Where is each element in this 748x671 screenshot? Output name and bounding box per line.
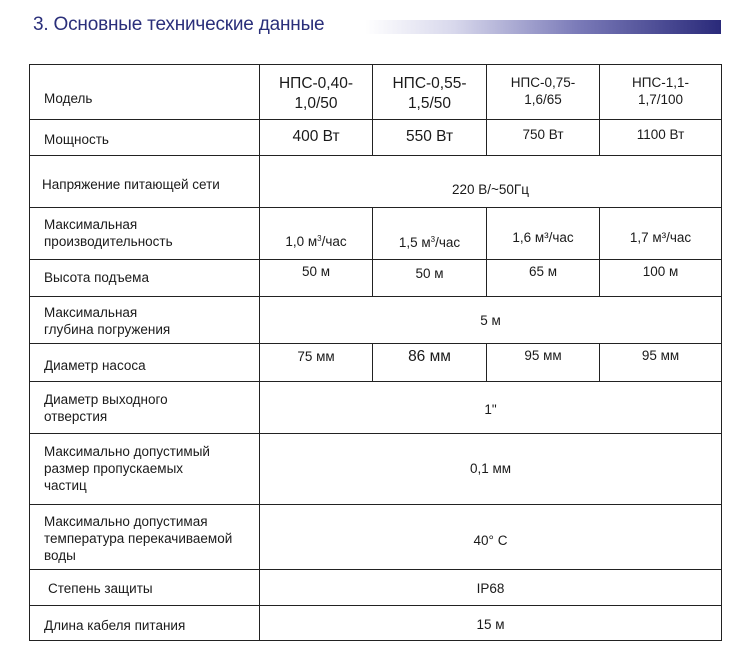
depth-value: 5 м [480,313,501,328]
row-label-power: Мощность [44,132,109,147]
row-line [29,119,722,120]
row-label-depth: Максимальная глубина погружения [44,305,171,337]
row-line [29,64,722,65]
row-line [29,605,722,606]
cable-value: 15 м [476,617,505,632]
row-line [29,381,722,382]
height-value: 50 м [301,264,331,279]
model-header: НПС-0,75- 1,6/65 [510,75,576,107]
height-value: 65 м [528,264,558,279]
power-value: 750 Вт [522,127,564,142]
col-divider [372,207,373,296]
pump-diameter-value: 95 мм [524,348,562,363]
pump-diameter-value: 95 мм [641,348,680,363]
row-label-outlet: Диаметр выходного отверстия [44,392,168,424]
pump-diameter-value: 86 мм [408,348,451,365]
capacity-value: 1,6 м³/час [512,230,574,245]
row-label-particles: Максимально допустимый размер пропускаемых частиц [44,444,210,493]
row-label-cable: Длина кабеля питания [44,618,186,633]
table-border-left [29,64,30,640]
row-line [29,296,722,297]
row-label-temperature: Максимально допустимая температура перекачиваемой воды [44,514,233,563]
col-divider [599,207,600,296]
row-line [29,640,722,641]
page-title: 3. Основные технические данные [33,14,325,35]
row-line [29,259,722,260]
model-header: НПС-0,40- 1,0/50 [278,75,354,112]
model-header: НПС-0,55- 1,5/50 [392,75,467,112]
row-line [29,569,722,570]
voltage-value: 220 В/~50Гц [452,182,529,197]
row-line [29,433,722,434]
row-label-capacity: Максимальная производительность [44,217,173,249]
row-label-model: Модель [44,91,93,106]
power-value: 1100 Вт [636,127,685,142]
table-border-right [721,64,722,640]
capacity-value: 1,0 $м^3$/час [285,234,347,249]
row-line [29,207,722,208]
model-header: НПС-1,1- 1,7/100 [632,75,689,107]
power-value: 550 Вт [405,128,454,145]
row-label-height: Высота подъема [44,270,149,285]
power-value: 400 Вт [292,128,340,145]
row-line [29,343,722,344]
col-divider [486,207,487,296]
particles-value: 0,1 мм [469,461,512,476]
row-line [29,155,722,156]
title-gradient-bar [365,20,721,34]
capacity-value: 1,5 $м^3$/час [398,235,461,250]
row-line [29,504,722,505]
protection-value: IP68 [476,581,505,596]
pump-diameter-value: 75 мм [297,349,335,364]
height-value: 50 м [415,266,444,281]
row-label-pump-diameter: Диаметр насоса [44,358,146,373]
temperature-value: 40° С [473,533,508,548]
row-label-voltage: Напряжение питающей сети [42,177,220,192]
capacity-value: 1,7 м³/час [629,230,692,245]
row-label-protection: Степень защиты [48,581,153,596]
height-value: 100 м [642,264,679,279]
outlet-value: 1" [484,402,497,417]
